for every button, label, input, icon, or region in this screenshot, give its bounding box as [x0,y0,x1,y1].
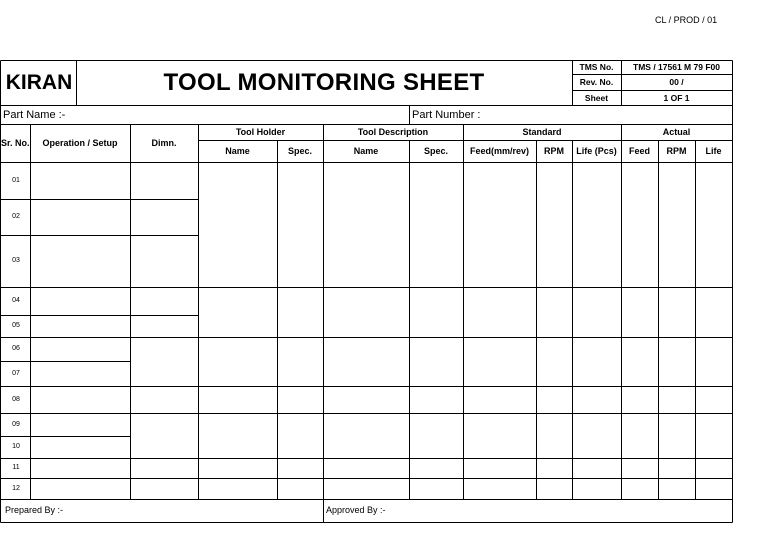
header-operation-setup: Operation / Setup [42,138,118,148]
header-dimension: Dimn. [151,138,177,148]
header-standard: Standard [522,127,562,137]
rev-no-value: 00 / [669,77,684,87]
header-tool-holder-name: Name [225,146,250,156]
header-standard-feed: Feed(mm/rev) [469,146,530,156]
row-number: 02 [12,213,20,220]
header-actual: Actual [662,127,691,137]
row-number: 07 [12,369,20,377]
row-number: 04 [12,297,20,304]
sheet-label: Sheet [584,92,609,103]
part-name-field[interactable]: Part Name :- [3,108,66,121]
rev-no-label: Rev. No. [579,77,614,87]
tms-no-value: TMS / 17561 M 79 F00 [633,62,720,72]
company-name: KIRAN [5,71,73,94]
header-actual-rpm: RPM [666,146,687,156]
row-number: 01 [12,176,20,184]
document-reference: CL / PROD / 01 [655,15,718,25]
sheet-title: TOOL MONITORING SHEET [163,69,485,96]
row-number: 05 [12,322,20,329]
header-actual-life: Life [705,146,722,156]
row-number: 06 [12,345,20,352]
row-number: 08 [12,395,20,403]
row-number: 09 [12,420,20,428]
header-standard-life: Life (Pcs) [576,146,617,156]
prepared-by-field[interactable]: Prepared By :- [5,505,64,515]
row-number: 12 [12,484,20,492]
part-number-field[interactable]: Part Number : [412,108,481,121]
header-tool-description: Tool Description [357,127,429,137]
approved-by-field[interactable]: Approved By :- [326,505,386,515]
row-number: 03 [12,257,20,264]
header-tool-holder-spec: Spec. [287,146,312,156]
header-tool-desc-spec: Spec. [423,146,448,156]
header-sr-no: Sr. No. [1,138,30,148]
header-actual-feed: Feed [628,146,650,156]
header-standard-rpm: RPM [544,146,564,156]
header-tool-desc-name: Name [353,146,379,156]
row-number: 10 [12,443,20,450]
row-number: 11 [12,464,20,471]
header-tool-holder: Tool Holder [235,127,286,137]
sheet-value: 1 OF 1 [663,92,690,103]
tms-no-label: TMS No. [579,62,614,72]
